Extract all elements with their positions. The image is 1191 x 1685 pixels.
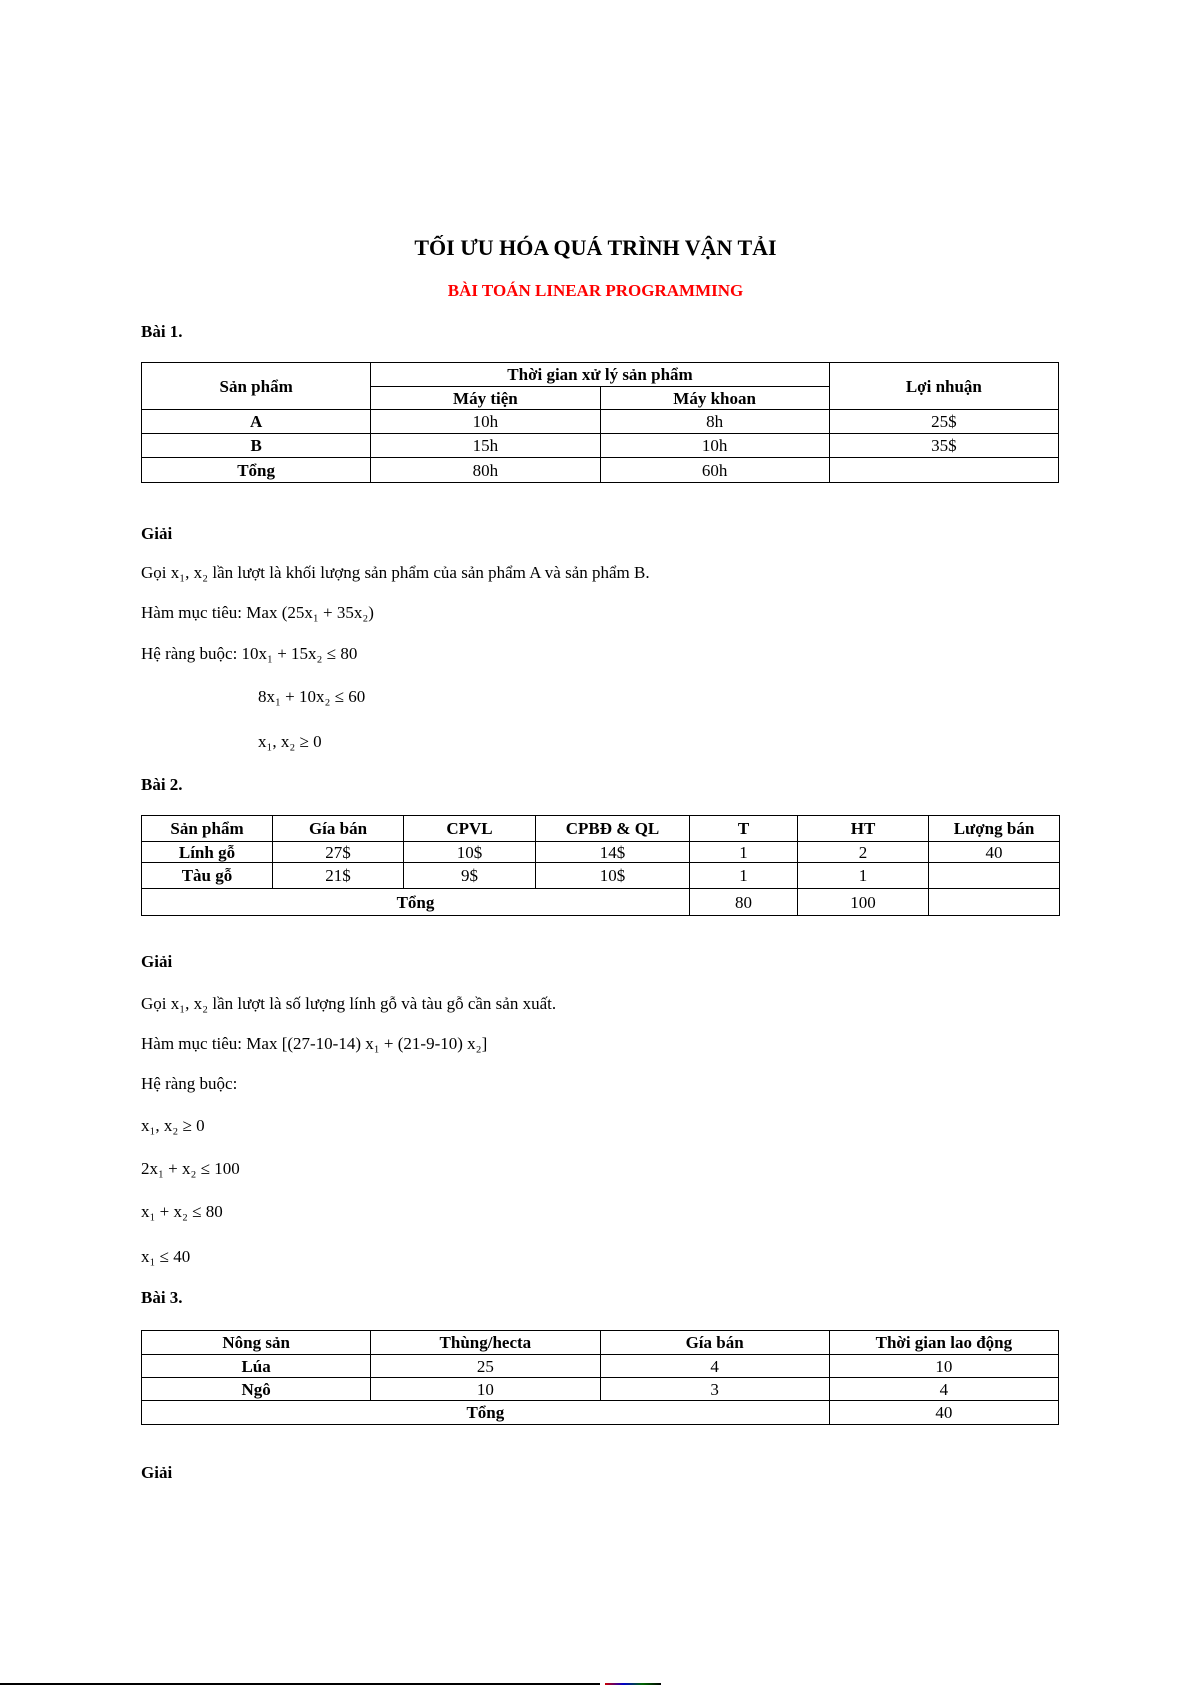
column-header: Thời gian lao động: [829, 1331, 1058, 1355]
header-lathe: Máy tiện: [371, 387, 600, 410]
table-cell: Tàu gỗ: [142, 863, 273, 889]
exercise-2-heading: Bài 2.: [141, 775, 183, 794]
table-cell: Lính gỗ: [142, 842, 273, 863]
exercise-1-table: [141, 362, 1059, 483]
table-cell: [929, 863, 1060, 889]
cell-drill: 10h: [600, 434, 829, 458]
solution-line: Hàm mục tiêu: Max (25x₁ + 35x₂): [141, 603, 374, 622]
header-drill: Máy khoan: [600, 387, 829, 410]
solution-line: Gọi x₁, x₂ lần lượt là số lượng lính gỗ và tàu gỗ cần sản xuất.: [141, 994, 557, 1013]
solution-line: x₁ + x₂ ≤ 80: [141, 1202, 223, 1221]
table-cell: Lúa: [142, 1355, 371, 1378]
table-row-total: [142, 889, 1060, 916]
cell-drill: 8h: [600, 410, 829, 434]
column-header: Sản phẩm: [142, 816, 273, 842]
table-header-row: [142, 1331, 1059, 1355]
cell-product: B: [142, 434, 371, 458]
table-cell: 1: [690, 863, 798, 889]
solution-line: x₁, x₂ ≥ 0: [258, 732, 322, 751]
cell-total-label: Tổng: [142, 889, 690, 916]
solution-2-heading: Giải: [141, 952, 173, 971]
table-row-total: [142, 458, 1059, 483]
table-row: [142, 434, 1059, 458]
cell-total-sales: [929, 889, 1060, 916]
solution-line: 8x₁ + 10x₂ ≤ 60: [258, 687, 366, 706]
table-cell: 3: [600, 1378, 829, 1401]
solution-line: Hệ ràng buộc: 10x₁ + 15x₂ ≤ 80: [141, 644, 358, 663]
table-cell: 10: [829, 1355, 1058, 1378]
table-header-row: [142, 816, 1060, 842]
table-cell: 1: [690, 842, 798, 863]
cell-lathe: 15h: [371, 434, 600, 458]
header-processing-time: Thời gian xử lý sản phẩm: [371, 363, 830, 387]
table-cell: 27$: [273, 842, 404, 863]
document-subtitle: BÀI TOÁN LINEAR PROGRAMMING: [447, 281, 744, 300]
table-row: [142, 1378, 1059, 1401]
cell-total-t: 80: [690, 889, 798, 916]
solution-1-heading: Giải: [141, 524, 173, 543]
table-row-total: [142, 1401, 1059, 1425]
table-cell: 25: [371, 1355, 600, 1378]
cell-lathe: 10h: [371, 410, 600, 434]
cell-drill: 60h: [600, 458, 829, 483]
cell-product: A: [142, 410, 371, 434]
column-header: Thùng/hecta: [371, 1331, 600, 1355]
table-cell: 14$: [536, 842, 690, 863]
table-row: [142, 842, 1060, 863]
header-profit: Lợi nhuận: [829, 363, 1058, 410]
table-cell: 2: [798, 842, 929, 863]
column-header: Gía bán: [273, 816, 404, 842]
solution-3-heading: Giải: [141, 1463, 173, 1482]
column-header: Nông sản: [142, 1331, 371, 1355]
column-header: CPVL: [404, 816, 536, 842]
solution-line: x₁, x₂ ≥ 0: [141, 1116, 205, 1135]
column-header: Lượng bán: [929, 816, 1060, 842]
column-header: T: [690, 816, 798, 842]
table-row: [142, 410, 1059, 434]
header-product: Sản phẩm: [142, 363, 371, 410]
table-cell: 1: [798, 863, 929, 889]
cell-total-label: Tổng: [142, 1401, 830, 1425]
cell-total-ht: 100: [798, 889, 929, 916]
table-row: [142, 1355, 1059, 1378]
table-row: [142, 863, 1060, 889]
document-title: TỐI ƯU HÓA QUÁ TRÌNH VẬN TẢI: [414, 235, 777, 260]
exercise-1-heading: Bài 1.: [141, 322, 183, 341]
table-cell: 21$: [273, 863, 404, 889]
solution-line: Hệ ràng buộc:: [141, 1074, 238, 1093]
cell-profit: 25$: [829, 410, 1058, 434]
table-cell: 9$: [404, 863, 536, 889]
cell-lathe: 80h: [371, 458, 600, 483]
table-cell: 4: [829, 1378, 1058, 1401]
table-cell: 10$: [536, 863, 690, 889]
solution-line: x₁ ≤ 40: [141, 1247, 191, 1266]
column-header: Gía bán: [600, 1331, 829, 1355]
cell-total-labor: 40: [829, 1401, 1058, 1425]
table-cell: 40: [929, 842, 1060, 863]
cell-profit: 35$: [829, 434, 1058, 458]
cell-profit: [829, 458, 1058, 483]
solution-line: Hàm mục tiêu: Max [(27-10-14) x₁ + (21-9-10) x₂]: [141, 1034, 488, 1053]
column-header: CPBĐ & QL: [536, 816, 690, 842]
exercise-2-table: [141, 815, 1060, 916]
column-header: HT: [798, 816, 929, 842]
table-cell: 4: [600, 1355, 829, 1378]
exercise-3-heading: Bài 3.: [141, 1288, 183, 1307]
exercise-3-table: [141, 1330, 1059, 1425]
solution-line: 2x₁ + x₂ ≤ 100: [141, 1159, 240, 1178]
cell-product: Tổng: [142, 458, 371, 483]
table-cell: 10$: [404, 842, 536, 863]
solution-line: Gọi x₁, x₂ lần lượt là khối lượng sản phẩm của sản phẩm A và sản phẩm B.: [141, 563, 650, 582]
table-cell: 10: [371, 1378, 600, 1401]
table-cell: Ngô: [142, 1378, 371, 1401]
